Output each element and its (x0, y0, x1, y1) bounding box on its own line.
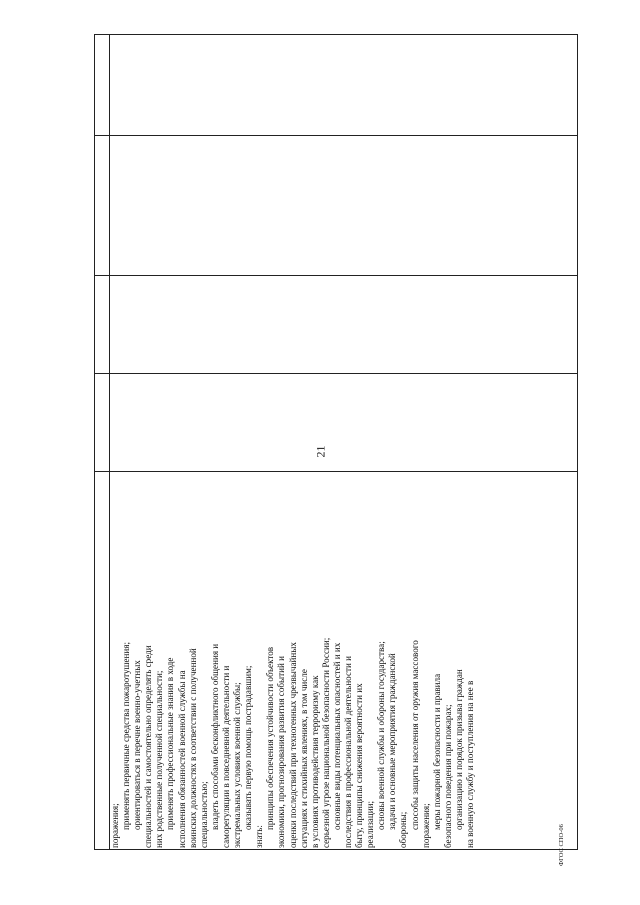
text-line: ориентироваться в перечне военно-учетных (132, 660, 143, 830)
text-line: поражения; (110, 803, 120, 848)
table-row-divider (95, 275, 577, 276)
text-line: применять первичные средства пожаротушения; (121, 642, 132, 830)
text-line: владеть способами бесконфликтного общения и (209, 643, 220, 830)
text-line: последствия в профессиональной деятельности и (342, 656, 353, 848)
text-line: оказывать первую помощь пострадавшим; (243, 665, 254, 830)
text-line: оценки последствий при техногенных чрезвычайных (287, 642, 298, 848)
text-line: экономики, прогнозирования развития событий и (276, 656, 287, 848)
text-line: воинских должностях в соответствии с полученной (187, 648, 198, 848)
page-number (306, 436, 336, 466)
text-line: обороны; (398, 811, 409, 848)
text-line: на военную службу и поступления на нее в (465, 680, 475, 848)
document-footer (556, 808, 576, 868)
text-line: основы военной службы и обороны государства; (376, 641, 387, 830)
text-line: ситуациях и стихийных явлениях, в том числе (298, 669, 309, 848)
text-line: экстремальных условиях военной службы; (232, 682, 243, 848)
text-line: серьезной угрозе национальной безопасности России; (320, 637, 331, 848)
footer-text: ФГОС СПО-06 (558, 824, 565, 866)
competency-text (110, 472, 482, 848)
text-line: специальностью; (198, 781, 209, 848)
text-line: задачи и основные мероприятия гражданской (387, 653, 398, 830)
competency-text-cell (110, 472, 482, 848)
text-line: основные виды потенциальных опасностей и их (331, 642, 342, 830)
text-line: них родственные полученной специальности; (154, 670, 165, 848)
table-row-divider (95, 135, 577, 136)
text-line: применять профессиональные знания в ходе (165, 657, 176, 830)
text-line: меры пожарной безопасности и правила (431, 673, 442, 830)
text-line: в условиях противодействия терроризму как (309, 675, 320, 848)
text-line: реализации; (365, 801, 376, 848)
text-line: саморегуляции в повседневной деятельности и (220, 665, 231, 848)
table-row-divider (95, 373, 577, 374)
text-line: безопасного поведения при пожарах; (442, 704, 453, 848)
page-number-text: 21 (313, 445, 328, 457)
text-line: принципы обеспечения устойчивости объектов (265, 646, 276, 830)
text-line: способы защиты населения от оружия массового (409, 640, 420, 830)
text-line: знать: (254, 825, 265, 848)
text-line: исполнения обязанностей военной службы на (176, 670, 187, 848)
text-line: специальностей и самостоятельно определять среди (143, 645, 154, 848)
text-line: быту, принципы снижения вероятности их (354, 683, 365, 848)
text-line: поражения; (420, 803, 431, 848)
text-line: организацию и порядок призыва граждан (453, 669, 464, 830)
